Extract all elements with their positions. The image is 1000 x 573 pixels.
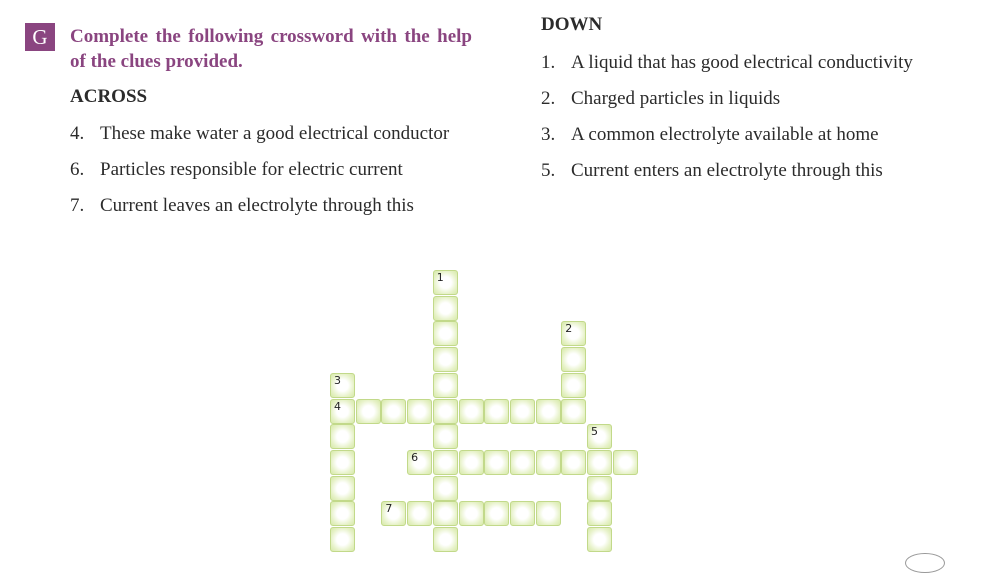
crossword-cell[interactable]	[433, 373, 458, 398]
crossword-cell-number: 3	[334, 373, 341, 387]
crossword-cell[interactable]	[587, 450, 612, 475]
crossword-cell[interactable]	[433, 399, 458, 424]
across-heading: ACROSS	[70, 86, 148, 107]
crossword-cell[interactable]	[433, 501, 458, 526]
crossword-cell[interactable]	[330, 373, 355, 398]
crossword-cell[interactable]	[587, 527, 612, 552]
down-clue	[541, 87, 943, 111]
exercise-letter-badge: G	[25, 23, 55, 51]
crossword-cell[interactable]	[536, 450, 561, 475]
crossword-cell-number: 6	[411, 450, 419, 464]
clue-number: 6.	[70, 159, 85, 180]
clue-text: Current leaves an electrolyte through this	[100, 195, 414, 216]
across-clue	[70, 122, 472, 146]
crossword-cell[interactable]	[510, 450, 535, 475]
crossword-cell[interactable]	[510, 501, 535, 526]
clue-text: These make water a good electrical conductor	[100, 123, 450, 144]
crossword-cell[interactable]	[510, 399, 535, 424]
clue-text: A common electrolyte available at home	[571, 124, 879, 145]
crossword-cell[interactable]	[459, 450, 484, 475]
crossword-cell[interactable]	[587, 501, 612, 526]
across-clue	[70, 194, 472, 218]
crossword-cell[interactable]	[433, 321, 458, 346]
down-clue	[541, 123, 943, 147]
crossword-cell-number: 4	[334, 399, 341, 413]
crossword-cell-number: 5	[591, 425, 598, 439]
crossword-cell[interactable]	[587, 424, 612, 449]
clue-number: 4.	[70, 123, 85, 144]
crossword-cell[interactable]	[330, 527, 355, 552]
down-heading: DOWN	[541, 14, 603, 35]
crossword-cell[interactable]	[459, 399, 484, 424]
crossword-cell[interactable]	[561, 347, 586, 372]
crossword-cell[interactable]	[587, 476, 612, 501]
crossword-cell[interactable]	[536, 399, 561, 424]
crossword-cell[interactable]	[433, 424, 458, 449]
crossword-cell[interactable]	[484, 501, 509, 526]
clue-text: Particles responsible for electric current	[100, 159, 403, 180]
crossword-cell[interactable]	[433, 476, 458, 501]
crossword-cell-number: 7	[385, 502, 393, 516]
crossword-cell[interactable]	[330, 501, 355, 526]
clue-number: 2.	[541, 88, 556, 109]
down-clue-list	[541, 51, 943, 195]
crossword-cell[interactable]	[356, 399, 381, 424]
crossword-cell[interactable]	[561, 321, 586, 346]
crossword-cell[interactable]	[407, 450, 432, 475]
crossword-cell-number: 2	[565, 322, 573, 336]
down-clue	[541, 159, 943, 183]
crossword-cell[interactable]	[484, 399, 509, 424]
clue-number: 7.	[70, 195, 85, 216]
down-clue	[541, 51, 943, 75]
exercise-instruction: Complete the following crossword with the help of the clues provided.	[70, 26, 472, 72]
page-corner-decoration	[905, 553, 945, 573]
crossword-cell[interactable]	[433, 527, 458, 552]
crossword-cell[interactable]	[330, 450, 355, 475]
crossword-cell[interactable]	[561, 450, 586, 475]
crossword-cell[interactable]	[407, 399, 432, 424]
crossword-cell[interactable]	[381, 399, 406, 424]
crossword-cell[interactable]	[561, 373, 586, 398]
crossword-cell[interactable]	[613, 450, 638, 475]
across-clue	[70, 158, 472, 182]
crossword-cell[interactable]	[381, 501, 406, 526]
crossword-cell[interactable]	[433, 347, 458, 372]
crossword-cell[interactable]	[433, 450, 458, 475]
crossword-cell[interactable]	[561, 399, 586, 424]
clue-number: 3.	[541, 124, 556, 145]
clue-text: Charged particles in liquids	[571, 88, 781, 109]
crossword-cell-number: 1	[436, 271, 444, 284]
crossword-cell[interactable]	[330, 476, 355, 501]
crossword-cell[interactable]	[433, 296, 458, 321]
clue-number: 1.	[541, 52, 556, 73]
crossword-cell[interactable]	[484, 450, 509, 475]
crossword-cell[interactable]	[459, 501, 484, 526]
clue-text: A liquid that has good electrical conductivity	[571, 52, 913, 73]
crossword-cell[interactable]	[330, 424, 355, 449]
clue-number: 5.	[541, 160, 556, 181]
crossword-cell[interactable]	[433, 270, 458, 295]
across-clue-list	[70, 122, 472, 230]
crossword-cell[interactable]	[536, 501, 561, 526]
clue-text: Current enters an electrolyte through this	[571, 160, 883, 181]
crossword-cell[interactable]	[407, 501, 432, 526]
crossword-cell[interactable]	[330, 399, 355, 424]
